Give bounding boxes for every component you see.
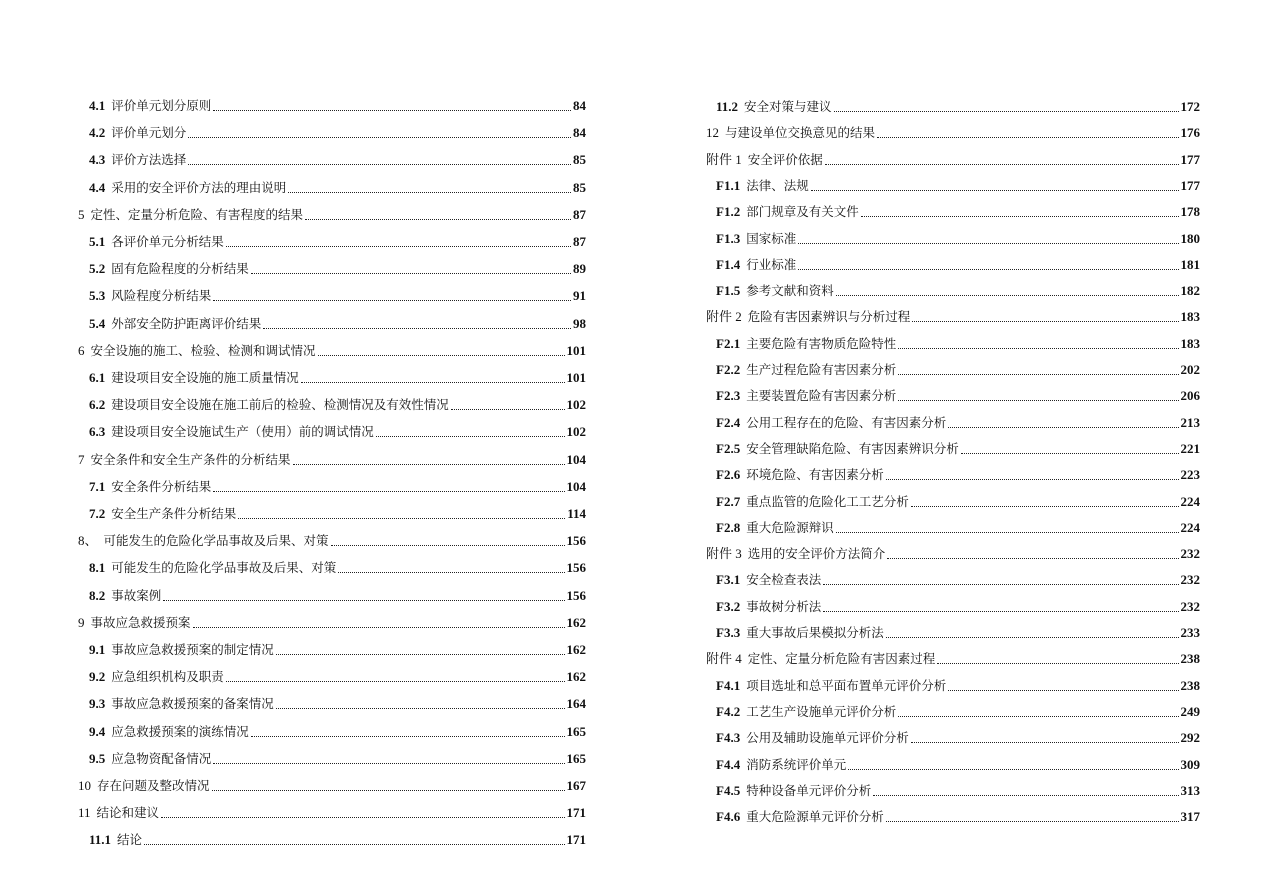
toc-entry-number: 5.1 xyxy=(89,234,106,249)
toc-entry-number: F4.2 xyxy=(716,703,741,719)
toc-entry xyxy=(89,121,586,141)
toc-entry xyxy=(89,638,586,658)
toc-entry-number: F4.3 xyxy=(716,730,741,746)
dot-leader xyxy=(911,506,1179,507)
toc-entry-title: 评价单元划分原则 xyxy=(111,98,212,113)
toc-entry xyxy=(89,828,586,848)
toc-entry-number: 9.2 xyxy=(89,669,106,685)
toc-entry-page: 156 xyxy=(566,587,586,603)
toc-entry-page: 164 xyxy=(566,696,586,712)
toc-entry-number: 4.2 xyxy=(89,125,106,141)
toc-entry-page: 309 xyxy=(1180,756,1200,772)
toc-entry-number: 9.1 xyxy=(89,642,106,657)
dot-leader xyxy=(213,300,571,301)
toc-entry-page: 171 xyxy=(566,805,586,821)
toc-entry xyxy=(89,502,586,522)
toc-entry-number: 11.1 xyxy=(89,832,112,848)
toc-entry-title: 事故应急救援预案 xyxy=(90,614,191,630)
toc-entry-number: F4.6 xyxy=(716,809,741,825)
toc-entry-page: 181 xyxy=(1180,256,1200,272)
toc-entry-title: 部门规章及有关文件 xyxy=(746,204,859,220)
dot-leader xyxy=(886,479,1179,480)
dot-leader xyxy=(898,374,1178,375)
toc-entry-number: 6.3 xyxy=(89,424,106,440)
toc-entry-page: 232 xyxy=(1180,546,1200,562)
toc-entry xyxy=(78,611,586,631)
toc-entry-page: 177 xyxy=(1180,151,1200,167)
toc-entry-page: 156 xyxy=(566,560,586,576)
toc-entry-page: 101 xyxy=(566,342,586,358)
toc-entry-number: F2.7 xyxy=(716,493,741,509)
toc-entry-title: 存在问题及整改情况 xyxy=(97,778,210,793)
toc-entry-page: 223 xyxy=(1180,467,1200,483)
toc-entry-number: F1.2 xyxy=(716,204,741,220)
toc-entry-number: 4.3 xyxy=(89,152,106,168)
toc-entry-title: 结论 xyxy=(117,832,143,848)
toc-entry-number: 4.4 xyxy=(89,179,106,195)
toc-entry xyxy=(89,393,586,413)
toc-entry-page: 87 xyxy=(573,234,586,249)
toc-entry-page: 171 xyxy=(566,832,586,848)
toc-entry-title: 特种设备单元评价分析 xyxy=(746,782,872,798)
toc-entry-page: 176 xyxy=(1180,125,1200,141)
dot-leader xyxy=(898,348,1178,349)
toc-entry-page: 84 xyxy=(573,98,586,113)
toc-entry-title: 行业标准 xyxy=(746,256,797,272)
toc-entry-page: 104 xyxy=(566,451,586,467)
dot-leader xyxy=(887,558,1178,559)
toc-entry-number: 附件 2 xyxy=(706,309,742,325)
toc-entry xyxy=(716,411,1200,431)
toc-entry-title: 应急组织机构及职责 xyxy=(111,669,224,685)
toc-entry-number: 5.2 xyxy=(89,261,106,277)
dot-leader xyxy=(238,518,565,519)
toc-entry-number: 8、 xyxy=(78,533,98,549)
toc-entry-number: 附件 1 xyxy=(706,151,742,167)
toc-entry xyxy=(89,720,586,740)
toc-entry-title: 应急救援预案的演练情况 xyxy=(111,723,249,739)
toc-entry-title: 定性、定量分析危险有害因素过程 xyxy=(747,651,936,667)
toc-entry-title: 工艺生产设施单元评价分析 xyxy=(746,703,897,719)
dot-leader xyxy=(873,795,1178,796)
dot-leader xyxy=(226,681,565,682)
toc-entry xyxy=(716,805,1200,825)
toc-entry-number: F3.3 xyxy=(716,625,741,640)
toc-entry-number: F3.1 xyxy=(716,572,741,588)
toc-entry-page: 114 xyxy=(567,506,586,521)
toc-entry-page: 249 xyxy=(1180,703,1200,719)
toc-entry-page: 89 xyxy=(573,261,586,277)
toc-entry-page: 162 xyxy=(566,642,586,657)
toc-entry-title: 参考文献和资料 xyxy=(746,283,834,299)
toc-entry-number: 6.1 xyxy=(89,370,106,385)
toc-entry-title: 重点监管的危险化工工艺分析 xyxy=(746,493,909,509)
toc-entry-title: 建设项目安全设施的施工质量情况 xyxy=(111,370,299,385)
toc-entry-title: 建设项目安全设施在施工前后的检验、检测情况及有效性情况 xyxy=(111,397,449,413)
dot-leader xyxy=(301,382,565,383)
toc-entry-page: 238 xyxy=(1180,677,1200,693)
toc-entry-number: 5.3 xyxy=(89,288,106,304)
toc-entry-title: 安全评价依据 xyxy=(747,151,823,167)
toc-entry-title: 结论和建议 xyxy=(96,805,160,821)
toc-entry xyxy=(716,332,1200,352)
toc-entry-page: 233 xyxy=(1180,625,1200,640)
toc-entry-title: 重大事故后果模拟分析法 xyxy=(746,625,884,640)
dot-leader xyxy=(318,355,565,356)
toc-entry-page: 104 xyxy=(566,478,586,494)
toc-entry-page: 183 xyxy=(1180,309,1200,325)
toc-entry xyxy=(706,647,1200,667)
dot-leader xyxy=(811,190,1179,191)
toc-entry-number: 附件 3 xyxy=(706,546,742,562)
toc-entry-title: 采用的安全评价方法的理由说明 xyxy=(111,179,287,195)
toc-entry-title: 主要装置危险有害因素分析 xyxy=(746,388,897,404)
toc-entry xyxy=(716,227,1200,247)
dot-leader xyxy=(226,246,571,247)
dot-leader xyxy=(293,464,565,465)
toc-entry xyxy=(89,94,586,114)
toc-entry-title: 可能发生的危险化学品事故及后果、对策 xyxy=(103,533,329,549)
toc-entry-number: F2.4 xyxy=(716,414,741,430)
toc-entry xyxy=(716,700,1200,720)
toc-entry xyxy=(716,174,1200,194)
toc-entry xyxy=(89,312,586,332)
toc-left-column xyxy=(78,0,586,893)
toc-entry xyxy=(716,674,1200,694)
dot-leader xyxy=(251,273,571,274)
toc-entry-number: F1.3 xyxy=(716,230,741,246)
dot-leader xyxy=(848,769,1178,770)
dot-leader xyxy=(163,600,564,601)
toc-entry-page: 102 xyxy=(566,397,586,413)
toc-entry-title: 安全对策与建议 xyxy=(744,99,832,114)
toc-entry-page: 178 xyxy=(1180,204,1200,220)
toc-entry-number: F1.5 xyxy=(716,283,741,299)
toc-entry-title: 风险程度分析结果 xyxy=(111,288,212,304)
toc-entry-title: 可能发生的危险化学品事故及后果、对策 xyxy=(111,560,337,576)
toc-entry-page: 232 xyxy=(1180,598,1200,614)
toc-entry xyxy=(89,230,586,250)
dot-leader xyxy=(193,627,565,628)
toc-entry xyxy=(716,384,1200,404)
toc-entry-number: 11 xyxy=(78,805,91,821)
toc-entry xyxy=(89,665,586,685)
dot-leader xyxy=(263,328,571,329)
toc-entry-number: 4.1 xyxy=(89,98,106,113)
dot-leader xyxy=(861,216,1179,217)
toc-entry-title: 应急物资配备情况 xyxy=(111,750,212,766)
toc-entry-page: 98 xyxy=(573,315,586,331)
toc-entry-page: 167 xyxy=(566,778,586,793)
toc-entry-number: 5.4 xyxy=(89,315,106,331)
toc-entry xyxy=(716,200,1200,220)
dot-leader xyxy=(886,637,1179,638)
toc-entry-title: 安全生产条件分析结果 xyxy=(111,506,237,521)
toc-entry-page: 180 xyxy=(1180,230,1200,246)
toc-entry xyxy=(706,305,1200,325)
toc-entry-title: 定性、定量分析危险、有害程度的结果 xyxy=(90,206,304,222)
toc-entry-page: 206 xyxy=(1180,388,1200,404)
toc-entry-title: 国家标准 xyxy=(746,230,797,246)
toc-entry-page: 182 xyxy=(1180,283,1200,299)
toc-entry-number: F4.5 xyxy=(716,782,741,798)
toc-entry-number: 7.1 xyxy=(89,478,106,494)
toc-entry-number: F2.8 xyxy=(716,519,741,535)
toc-entry-title: 项目选址和总平面布置单元评价分析 xyxy=(746,677,947,693)
toc-entry-page: 202 xyxy=(1180,362,1200,377)
toc-entry-title: 事故应急救援预案的制定情况 xyxy=(111,642,274,657)
toc-entry-number: F1.4 xyxy=(716,256,741,272)
toc-entry xyxy=(78,774,586,794)
toc-entry-title: 主要危险有害物质危险特性 xyxy=(746,335,897,351)
dot-leader xyxy=(877,137,1178,138)
toc-entry-number: 9 xyxy=(78,614,85,630)
toc-entry xyxy=(716,490,1200,510)
toc-entry-page: 224 xyxy=(1180,519,1200,535)
toc-entry-page: 238 xyxy=(1180,651,1200,667)
toc-entry xyxy=(716,358,1200,378)
dot-leader xyxy=(948,427,1178,428)
dot-leader xyxy=(451,409,565,410)
toc-entry-title: 安全检查表法 xyxy=(746,572,822,588)
toc-entry-number: 附件 4 xyxy=(706,651,742,667)
toc-entry xyxy=(716,726,1200,746)
toc-entry-title: 建设项目安全设施试生产（使用）前的调试情况 xyxy=(111,424,374,440)
toc-entry-page: 84 xyxy=(573,125,586,141)
toc-entry-number: F1.1 xyxy=(716,177,741,193)
toc-entry-page: 292 xyxy=(1180,730,1200,746)
toc-entry-number: F3.2 xyxy=(716,598,741,614)
toc-entry-title: 事故树分析法 xyxy=(746,598,822,614)
toc-entry xyxy=(78,339,586,359)
dot-leader xyxy=(836,295,1179,296)
dot-leader xyxy=(836,532,1179,533)
dot-leader xyxy=(798,243,1178,244)
dot-leader xyxy=(937,663,1178,664)
toc-entry-title: 事故应急救援预案的备案情况 xyxy=(111,696,274,712)
toc-entry-page: 177 xyxy=(1180,177,1200,193)
toc-entry-title: 生产过程危险有害因素分析 xyxy=(746,362,897,377)
dot-leader xyxy=(886,821,1179,822)
toc-entry-title: 公用工程存在的危险、有害因素分析 xyxy=(746,414,947,430)
toc-entry-number: F2.6 xyxy=(716,467,741,483)
toc-entry-number: 10 xyxy=(78,778,91,793)
toc-entry xyxy=(89,475,586,495)
toc-entry-number: 7.2 xyxy=(89,506,106,521)
toc-entry-number: F2.5 xyxy=(716,440,741,456)
toc-entry xyxy=(706,542,1200,562)
dot-leader xyxy=(798,269,1178,270)
dot-leader xyxy=(376,436,565,437)
toc-entry xyxy=(89,556,586,576)
toc-entry xyxy=(716,253,1200,273)
toc-entry-number: 12 xyxy=(706,125,719,141)
toc-entry-title: 外部安全防护距离评价结果 xyxy=(111,315,262,331)
toc-entry-number: 6.2 xyxy=(89,397,106,413)
toc-entry xyxy=(716,279,1200,299)
toc-entry-number: 9.5 xyxy=(89,750,106,766)
toc-entry-number: F2.2 xyxy=(716,362,741,377)
dot-leader xyxy=(161,817,564,818)
toc-entry-number: 11.2 xyxy=(716,99,739,114)
dot-leader xyxy=(961,453,1179,454)
toc-entry xyxy=(89,420,586,440)
toc-entry-title: 重大危险源辩识 xyxy=(746,519,834,535)
dot-leader xyxy=(948,690,1178,691)
toc-entry xyxy=(89,257,586,277)
toc-entry-title: 固有危险程度的分析结果 xyxy=(111,261,249,277)
dot-leader xyxy=(212,790,565,791)
toc-entry-title: 安全条件分析结果 xyxy=(111,478,212,494)
dot-leader xyxy=(213,110,571,111)
dot-leader xyxy=(911,742,1179,743)
toc-entry xyxy=(78,203,586,223)
toc-entry-page: 232 xyxy=(1180,572,1200,588)
toc-entry-number: F4.4 xyxy=(716,756,741,772)
toc-entry xyxy=(89,148,586,168)
dot-leader xyxy=(213,491,564,492)
toc-entry xyxy=(78,448,586,468)
toc-entry-title: 选用的安全评价方法简介 xyxy=(747,546,886,562)
toc-entry-number: F4.1 xyxy=(716,677,741,693)
dot-leader xyxy=(825,164,1179,165)
toc-entry-title: 危险有害因素辨识与分析过程 xyxy=(747,309,911,325)
toc-entry-page: 317 xyxy=(1180,809,1200,825)
toc-right-column xyxy=(706,0,1200,893)
toc-entry-number: 8.1 xyxy=(89,560,106,576)
toc-entry-page: 102 xyxy=(566,424,586,440)
toc-entry-title: 事故案例 xyxy=(111,587,162,603)
toc-entry-title: 安全条件和安全生产条件的分析结果 xyxy=(90,451,291,467)
dot-leader xyxy=(305,219,571,220)
dot-leader xyxy=(338,572,564,573)
toc-entry xyxy=(89,366,586,386)
toc-entry-page: 91 xyxy=(573,288,586,304)
toc-entry xyxy=(89,692,586,712)
dot-leader xyxy=(251,736,565,737)
toc-entry xyxy=(706,121,1200,141)
toc-entry-page: 101 xyxy=(566,370,586,385)
toc-entry-number: 8.2 xyxy=(89,587,106,603)
toc-entry-page: 313 xyxy=(1180,782,1200,798)
toc-entry-page: 87 xyxy=(573,206,586,222)
toc-entry xyxy=(89,747,586,767)
toc-entry xyxy=(716,621,1200,641)
dot-leader xyxy=(276,654,565,655)
toc-entry-title: 评价单元划分 xyxy=(111,125,187,141)
toc-entry-page: 85 xyxy=(573,179,586,195)
toc-entry xyxy=(716,753,1200,773)
toc-entry-page: 165 xyxy=(566,723,586,739)
dot-leader xyxy=(823,611,1178,612)
toc-entry-page: 156 xyxy=(566,533,586,549)
toc-entry xyxy=(716,437,1200,457)
toc-entry xyxy=(716,779,1200,799)
toc-entry-title: 评价方法选择 xyxy=(111,152,187,168)
toc-entry-page: 172 xyxy=(1180,99,1200,114)
toc-entry-page: 183 xyxy=(1180,335,1200,351)
toc-entry xyxy=(78,801,586,821)
toc-entry-number: 7 xyxy=(78,451,85,467)
dot-leader xyxy=(188,137,571,138)
toc-entry-number: 5 xyxy=(78,206,85,222)
toc-entry-number: 9.3 xyxy=(89,696,106,712)
dot-leader xyxy=(898,716,1178,717)
toc-entry-page: 85 xyxy=(573,152,586,168)
toc-entry-number: 9.4 xyxy=(89,723,106,739)
toc-entry xyxy=(716,463,1200,483)
toc-entry-title: 消防系统评价单元 xyxy=(746,756,847,772)
dot-leader xyxy=(898,400,1178,401)
toc-entry xyxy=(716,568,1200,588)
toc-entry-page: 162 xyxy=(566,614,586,630)
dot-leader xyxy=(144,844,564,845)
dot-leader xyxy=(912,321,1178,322)
toc-entry-title: 重大危险源单元评价分析 xyxy=(746,809,884,825)
toc-entry xyxy=(716,95,1200,115)
dot-leader xyxy=(276,708,565,709)
toc-entry xyxy=(89,284,586,304)
toc-entry xyxy=(716,595,1200,615)
toc-entry-number: 6 xyxy=(78,342,85,358)
toc-entry-page: 224 xyxy=(1180,493,1200,509)
toc-entry-page: 165 xyxy=(566,750,586,766)
dot-leader xyxy=(823,584,1178,585)
toc-entry xyxy=(716,516,1200,536)
dot-leader xyxy=(213,763,564,764)
toc-entry-title: 环境危险、有害因素分析 xyxy=(746,467,884,483)
toc-entry-page: 162 xyxy=(566,669,586,685)
toc-entry-page: 213 xyxy=(1180,414,1200,430)
toc-entry xyxy=(89,584,586,604)
toc-entry-title: 安全设施的施工、检验、检测和调试情况 xyxy=(90,342,316,358)
dot-leader xyxy=(288,192,571,193)
toc-entry-page: 221 xyxy=(1180,440,1200,456)
toc-entry-number: F2.1 xyxy=(716,335,741,351)
toc-entry xyxy=(89,176,586,196)
dot-leader xyxy=(834,111,1179,112)
toc-entry xyxy=(78,529,586,549)
toc-entry-title: 法律、法规 xyxy=(746,177,809,193)
toc-entry-title: 各评价单元分析结果 xyxy=(111,234,224,249)
toc-entry-title: 公用及辅助设施单元评价分析 xyxy=(746,730,909,746)
dot-leader xyxy=(331,545,565,546)
toc-entry-title: 与建设单位交换意见的结果 xyxy=(725,125,876,141)
dot-leader xyxy=(188,164,571,165)
toc-entry-title: 安全管理缺陷危险、有害因素辨识分析 xyxy=(746,440,959,456)
toc-entry xyxy=(706,148,1200,168)
toc-entry-number: F2.3 xyxy=(716,388,741,404)
